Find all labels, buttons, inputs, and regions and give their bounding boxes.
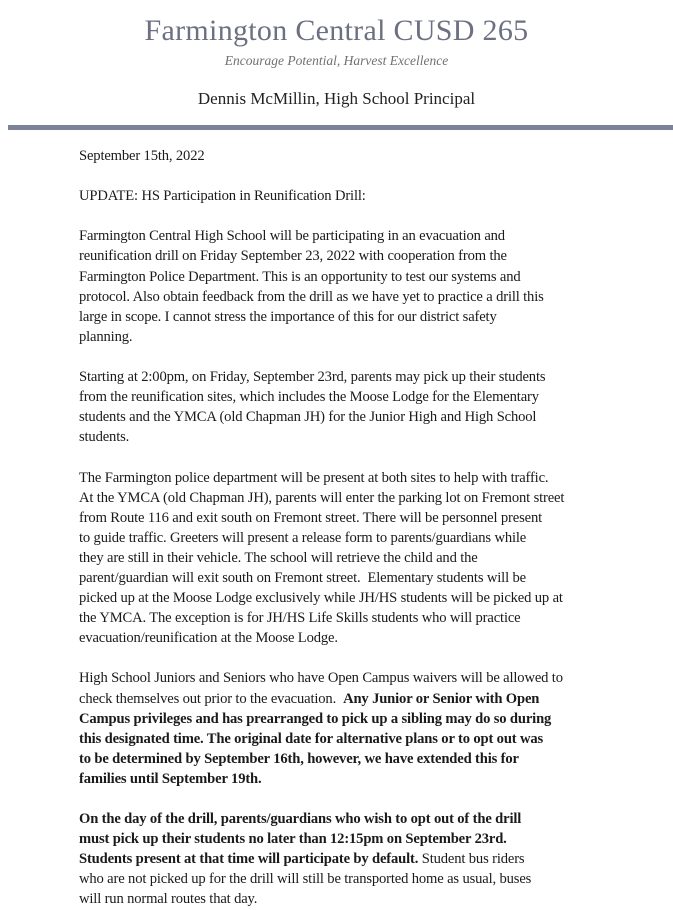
letter-line <box>79 668 669 688</box>
text: Farmington Police Department. This is an opportunity to test our systems and <box>79 268 521 285</box>
letter-line <box>79 327 669 347</box>
letter-line <box>79 889 669 909</box>
letter-line <box>79 307 669 327</box>
letter-line <box>79 407 669 427</box>
bold-text: On the day of the drill, parents/guardians who wish to opt out of the drill <box>79 811 522 828</box>
text: planning. <box>79 328 133 345</box>
bold-text: must pick up their students no later than 12:15pm on September 23rd. <box>79 831 507 848</box>
text: from the reunification sites, which includes the Moose Lodge for the Elementary <box>79 389 539 406</box>
text: they are still in their vehicle. The school will retrieve the child and the <box>79 549 478 566</box>
letter-line <box>79 488 669 508</box>
letter-line <box>79 709 669 729</box>
letter-line <box>79 769 669 789</box>
letter-line <box>79 869 669 889</box>
letter-line <box>79 508 669 528</box>
text: reunification drill on Friday September 23, 2022 with cooperation from the <box>79 248 507 265</box>
letter-line <box>79 146 669 166</box>
header-divider <box>8 125 673 130</box>
letter-line <box>79 267 669 287</box>
district-title: Farmington Central CUSD 265 <box>144 14 529 47</box>
letter-line <box>79 186 669 206</box>
text: evacuation/reunification at the Moose Lodge. <box>79 630 338 647</box>
blank-line <box>79 347 669 367</box>
text: students and the YMCA (old Chapman JH) for the Junior High and High School <box>79 409 537 426</box>
text: Student bus riders <box>418 851 525 868</box>
letter-line <box>79 608 669 628</box>
letter-line <box>79 468 669 488</box>
letter-line <box>79 568 669 588</box>
text: from Route 116 and exit south on Fremont street. There will be personnel present <box>79 509 543 526</box>
blank-line <box>79 206 669 226</box>
bold-text: Any Junior or Senior with Open <box>343 690 540 707</box>
letter-line <box>79 809 669 829</box>
letter-line <box>79 287 669 307</box>
letter-line <box>79 548 669 568</box>
text: protocol. Also obtain feedback from the drill as we have yet to practice a drill this <box>79 288 544 305</box>
text: picked up at the Moose Lodge exclusively while JH/HS students will be picked up at <box>79 590 563 607</box>
district-tagline: Encourage Potential, Harvest Excellence <box>224 53 449 68</box>
letter-line <box>79 829 669 849</box>
bold-text: to be determined by September 16th, however, we have extended this for <box>79 750 519 767</box>
letter-line <box>79 749 669 769</box>
letter-line <box>79 528 669 548</box>
text: who are not picked up for the drill will still be transported home as usual, buses <box>79 871 532 888</box>
text: September 15th, 2022 <box>79 148 205 164</box>
letter-line <box>79 729 669 749</box>
text: to guide traffic. Greeters will present a release form to parents/guardians while <box>79 529 527 546</box>
bold-text: Students present at that time will participate by default. <box>79 851 419 868</box>
bold-text: Campus privileges and has prearranged to pick up a sibling may do so during <box>79 710 552 727</box>
text: check themselves out prior to the evacuation. <box>79 690 344 707</box>
text: At the YMCA (old Chapman JH), parents will enter the parking lot on Fremont street <box>79 489 565 506</box>
text: The Farmington police department will be present at both sites to help with traffic. <box>79 469 549 486</box>
letter-line <box>79 367 669 387</box>
text: the YMCA. The exception is for JH/HS Life Skills students who will practice <box>79 610 521 627</box>
principal-name: Dennis McMillin, High School Principal <box>197 89 476 108</box>
letter-line <box>79 849 669 869</box>
letter-line <box>79 226 669 246</box>
text: will run normal routes that day. <box>79 891 258 908</box>
letter-line <box>79 246 669 266</box>
blank-line <box>79 447 669 467</box>
blank-line <box>79 166 669 186</box>
letter-line <box>79 588 669 608</box>
bold-text: this designated time. The original date for alternative plans or to opt out was <box>79 730 544 747</box>
letter-line <box>79 427 669 447</box>
blank-line <box>79 648 669 668</box>
text: parent/guardian will exit south on Fremont street. Elementary students will be <box>79 569 526 586</box>
letter-body <box>79 146 669 910</box>
letter-line <box>79 689 669 709</box>
text: students. <box>79 429 130 446</box>
text: Farmington Central High School will be participating in an evacuation and <box>79 228 505 245</box>
bold-text: families until September 19th. <box>79 770 262 787</box>
blank-line <box>79 789 669 809</box>
text: High School Juniors and Seniors who have Open Campus waivers will be allowed to <box>79 670 563 687</box>
text: Starting at 2:00pm, on Friday, September 23rd, parents may pick up their students <box>79 369 546 386</box>
letter-line <box>79 387 669 407</box>
text: large in scope. I cannot stress the importance of this for our district safety <box>79 308 497 325</box>
text: UPDATE: HS Participation in Reunification Drill: <box>79 188 366 205</box>
letter-line <box>79 628 669 648</box>
